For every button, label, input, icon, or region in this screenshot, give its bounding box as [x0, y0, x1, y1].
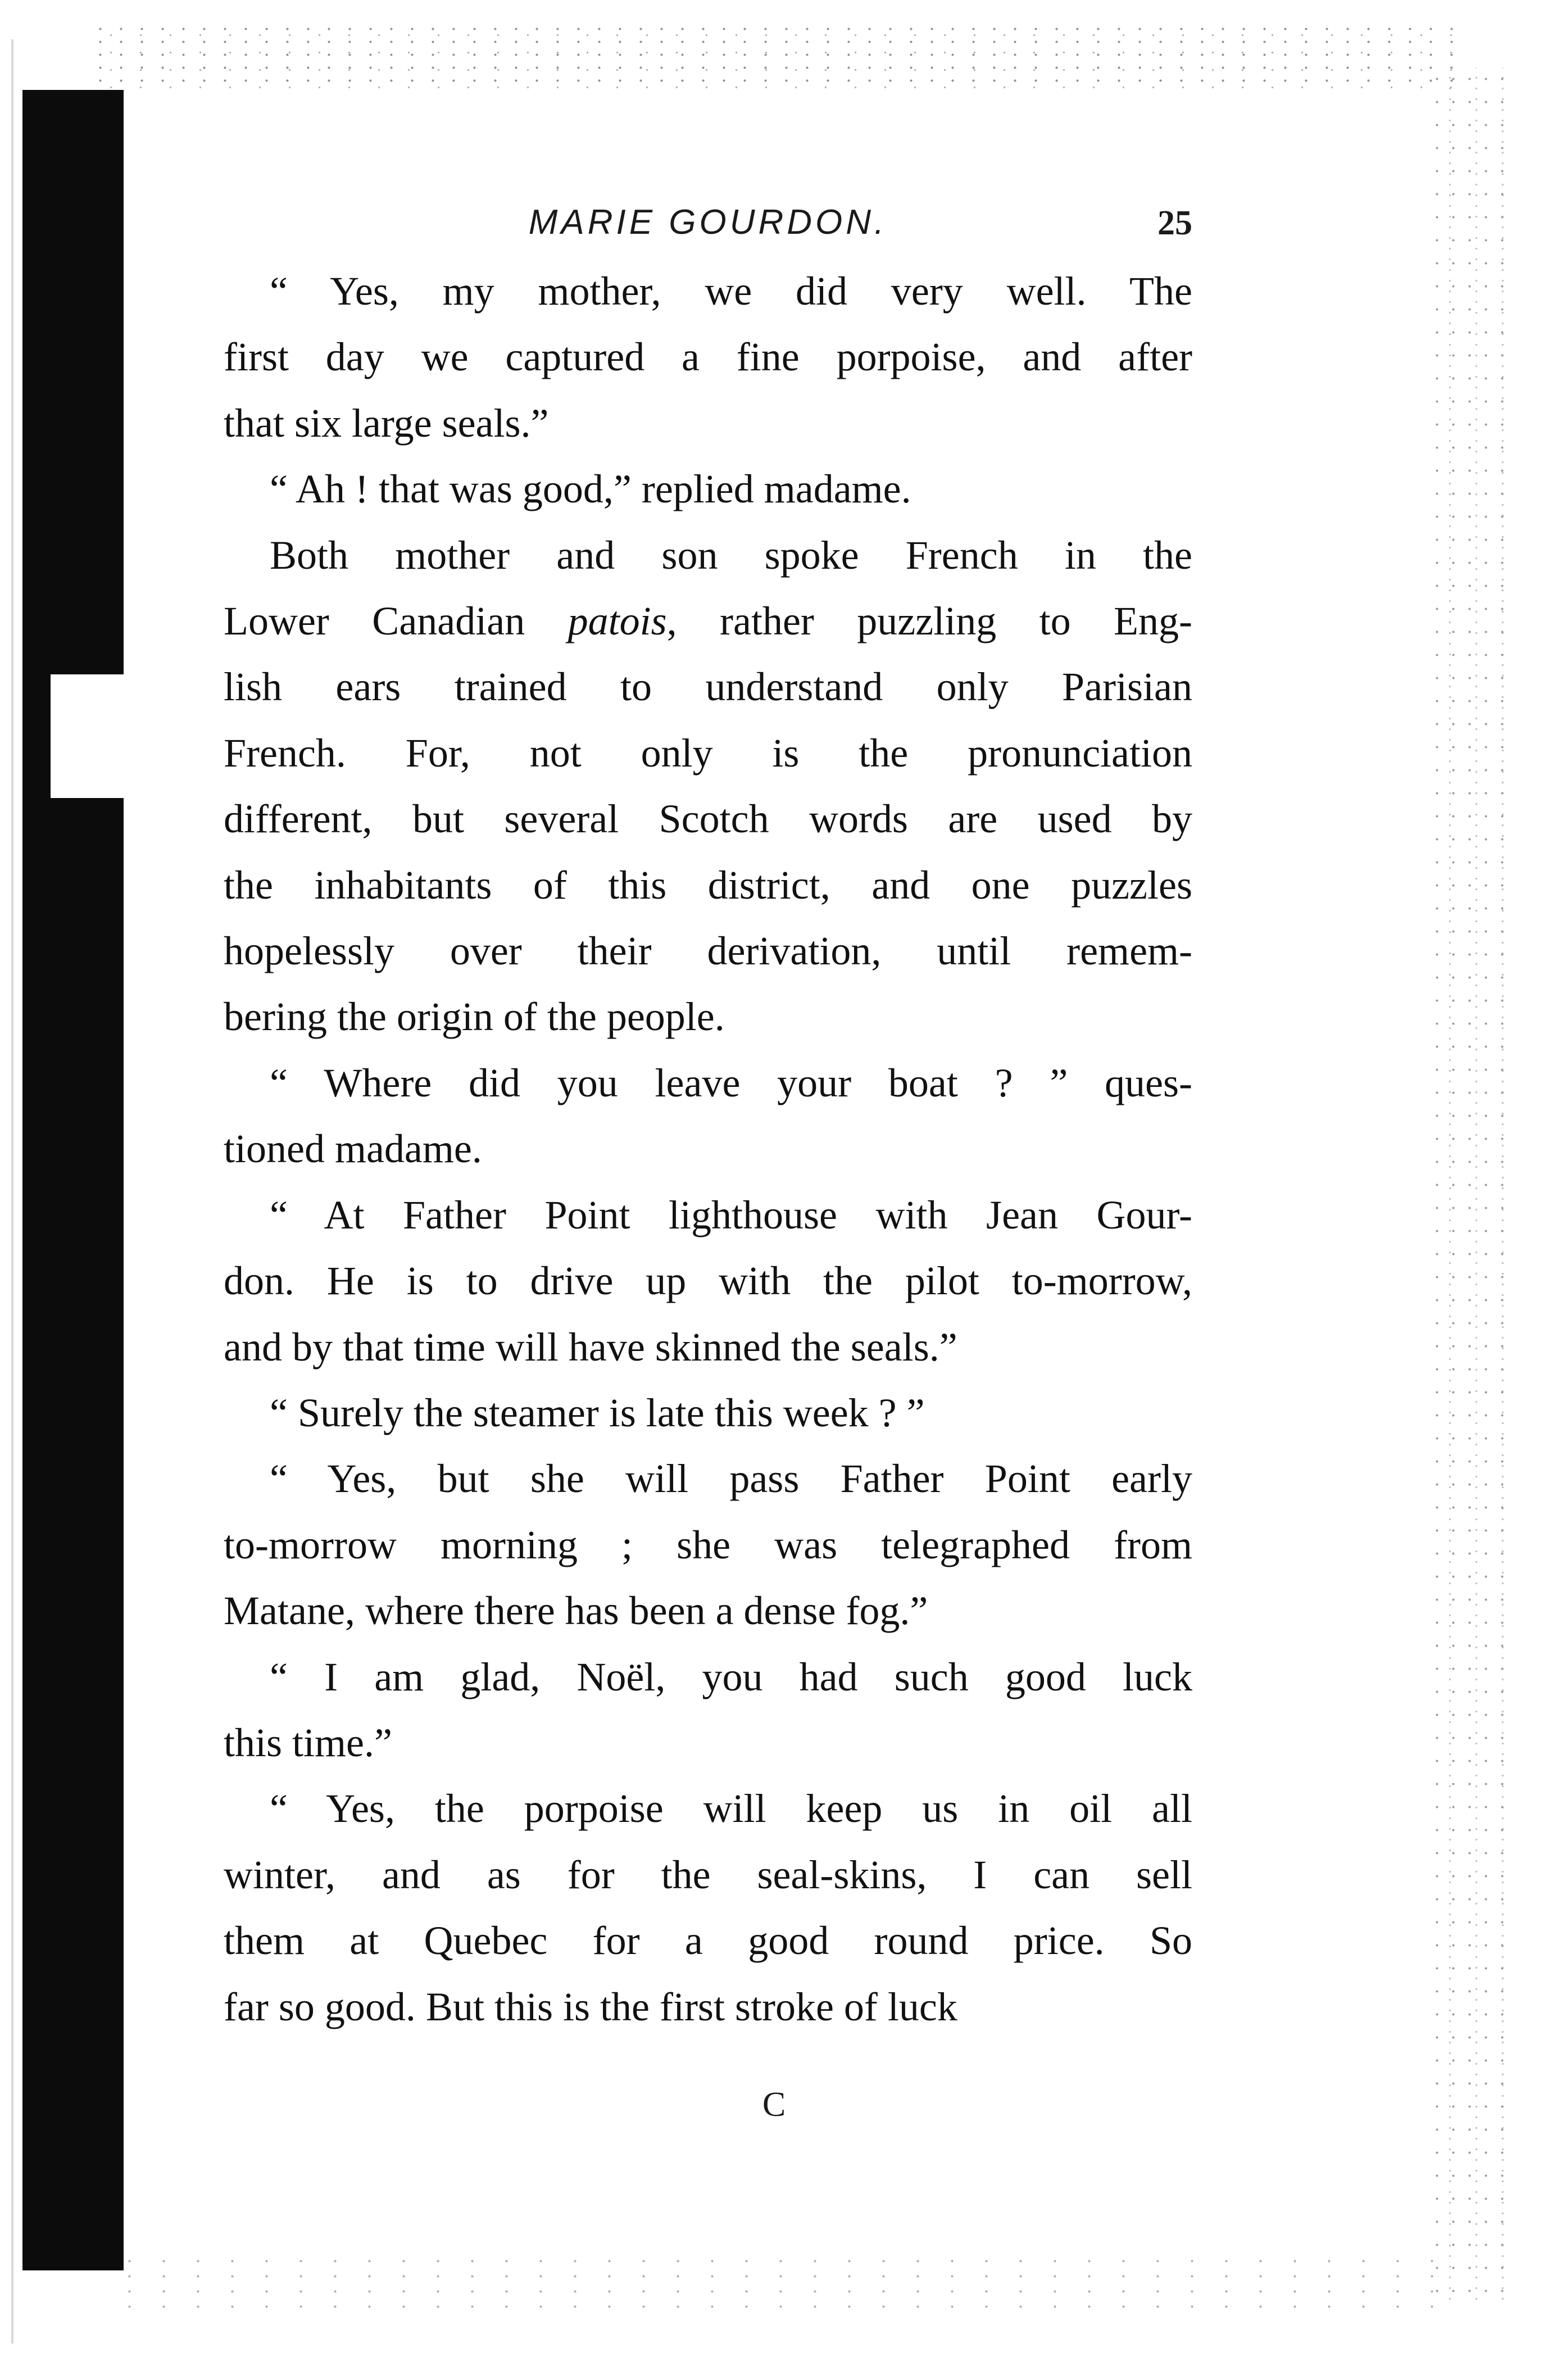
text-line: “ I am glad, Noël, you had such good luck: [270, 1654, 1192, 1699]
text-line: tioned madame.: [224, 1126, 482, 1172]
text-line: “ Surely the steamer is late this week ? ”: [270, 1390, 925, 1435]
text-line: don. He is to drive up with the pilot to-morrow,: [224, 1258, 1192, 1304]
text-line: bering the origin of the people.: [224, 994, 725, 1040]
gutter-notch: [51, 674, 124, 798]
text-line: “ Where did you leave your boat ? ” ques-: [270, 1060, 1192, 1105]
page-number: 25: [1157, 204, 1192, 242]
text-line: to-morrow morning ; she was telegraphed from: [224, 1522, 1192, 1567]
text-line: far so good. But this is the first stroke of luck: [224, 1984, 957, 2029]
scan-noise-top: [90, 22, 1467, 90]
text-line: different, but several Scotch words are used by: [224, 796, 1192, 842]
text-line: hopelessly over their derivation, until remem-: [224, 928, 1192, 974]
signature-mark: C: [762, 2086, 786, 2124]
paragraph: [224, 1644, 1192, 1776]
paragraph: [224, 1050, 1192, 1182]
page-edge-line: [11, 39, 13, 2343]
scan-noise-bottom: [112, 2254, 1461, 2315]
text-line: winter, and as for the seal-skins, I can sell: [224, 1852, 1192, 1897]
running-head: [224, 191, 1192, 259]
text-line: Lower Canadian patois, rather puzzling to Eng-: [224, 599, 1192, 644]
text-line: “ Ah ! that was good,” replied madame.: [270, 466, 911, 512]
binding-gutter: [22, 90, 124, 2270]
paragraph: [224, 1182, 1192, 1380]
paragraph: [224, 259, 1192, 456]
paragraph: [224, 456, 1192, 522]
paragraph: [224, 523, 1192, 1050]
text-line: them at Quebec for a good round price. So: [224, 1918, 1192, 1964]
text-line: “ Yes, the porpoise will keep us in oil all: [270, 1786, 1192, 1832]
paragraph: [224, 1380, 1192, 1446]
text-line: and by that time will have skinned the seals.”: [224, 1324, 957, 1370]
running-title: MARIE GOURDON.: [528, 203, 888, 242]
text-line: Matane, where there has been a dense fog.”: [224, 1588, 928, 1634]
text-line: first day we captured a fine porpoise, and after: [224, 334, 1192, 380]
text-line: the inhabitants of this district, and one puzzles: [224, 862, 1192, 908]
text-line: “ Yes, my mother, we did very well. The: [270, 269, 1192, 314]
text-block: [224, 191, 1192, 2040]
scan-noise-right: [1427, 67, 1506, 2304]
paragraph: [224, 1446, 1192, 1644]
paragraph: [224, 1776, 1192, 2040]
text-line: lish ears trained to understand only Parisian: [224, 664, 1192, 710]
text-line: French. For, not only is the pronunciation: [224, 730, 1192, 776]
text-line: Both mother and son spoke French in the: [270, 532, 1192, 578]
text-line: “ At Father Point lighthouse with Jean Gour-: [270, 1192, 1192, 1237]
text-line: this time.”: [224, 1720, 392, 1765]
italic-word: patois: [568, 599, 667, 644]
text-line: “ Yes, but she will pass Father Point early: [270, 1456, 1192, 1502]
text-line: that six large seals.”: [224, 400, 549, 446]
